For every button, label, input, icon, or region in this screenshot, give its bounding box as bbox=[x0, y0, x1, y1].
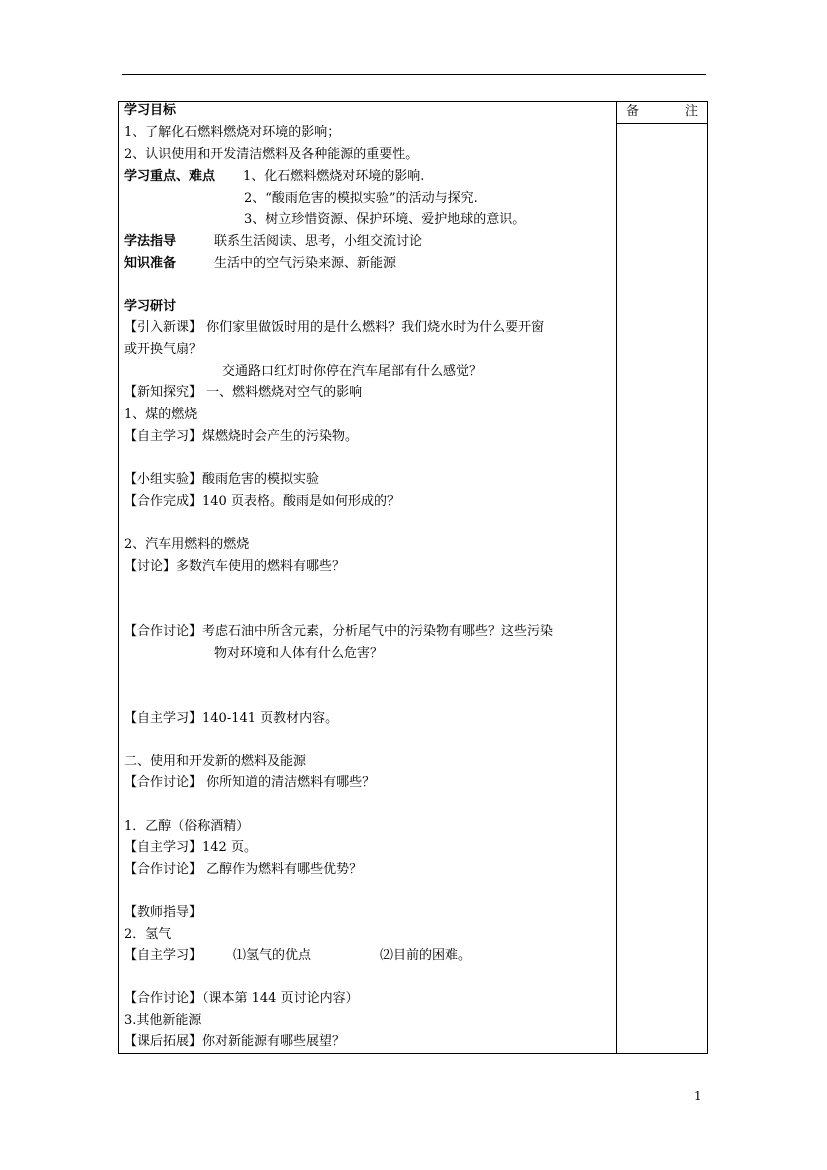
body-line: 【课后拓展】你对新能源有哪些展望？ bbox=[124, 1034, 346, 1049]
section-heading: 学习目标 bbox=[124, 103, 177, 118]
body-line: 【自主学习】142 页。 bbox=[124, 840, 257, 855]
body-line: 2．氢气 bbox=[124, 927, 172, 942]
body-line: 【讨论】多数汽车使用的燃料有哪些？ bbox=[124, 559, 346, 574]
notes-header-rule bbox=[617, 123, 708, 124]
section-heading: 知识准备 bbox=[124, 256, 177, 271]
key-point-line: 2、“酸雨危害的模拟实验”的活动与探究. bbox=[244, 191, 478, 206]
body-line: 【合作讨论】考虑石油中所含元素，分析尾气中的污染物有哪些？这些污染 bbox=[124, 624, 554, 639]
body-line: 【小组实验】酸雨危害的模拟实验 bbox=[124, 472, 320, 487]
body-line: 【新知探究】 一、燃料燃烧对空气的影响 bbox=[124, 385, 363, 400]
section-heading: 学习研讨 bbox=[124, 299, 177, 314]
objective-line: 2、认识使用和开发清洁燃料及各种能源的重要性。 bbox=[124, 147, 419, 162]
body-line: ⑵目前的困难。 bbox=[380, 948, 472, 963]
body-line: 【教师指导】 bbox=[124, 905, 203, 920]
body-line: 【合作讨论】 你所知道的清洁燃料有哪些？ bbox=[124, 775, 376, 790]
key-point-line: 3、树立珍惜资源、保护环境、爱护地球的意识。 bbox=[244, 212, 526, 227]
section-heading: 学法指导 bbox=[124, 234, 177, 249]
body-line: 【合作讨论】 乙醇作为燃料有哪些优势？ bbox=[124, 862, 363, 877]
notes-column-header bbox=[626, 102, 698, 122]
body-line: 或开换气扇？ bbox=[124, 342, 203, 357]
body-line: 1、煤的燃烧 bbox=[124, 407, 198, 422]
body-line: 物对环境和人体有什么危害？ bbox=[214, 646, 384, 661]
body-line: 3.其他新能源 bbox=[124, 1013, 202, 1028]
notes-label-left: 备 bbox=[626, 104, 640, 119]
section-heading: 学习重点、难点 bbox=[124, 169, 216, 184]
body-line: ⑴氢气的优点 bbox=[233, 948, 312, 963]
body-line: 【自主学习】 bbox=[124, 948, 203, 963]
body-line: 【引入新课】 你们家里做饭时用的是什么燃料？我们烧水时为什么要开窗 bbox=[124, 320, 545, 335]
body-line: 【自主学习】140-141 页教材内容。 bbox=[124, 711, 339, 726]
body-line: 【自主学习】煤燃烧时会产生的污染物。 bbox=[124, 429, 359, 444]
page-number: 1 bbox=[694, 1089, 702, 1103]
objective-line: 1、了解化石燃料燃烧对环境的影响； bbox=[124, 125, 341, 140]
notes-label-right: 注 bbox=[684, 104, 698, 119]
body-line: 2、汽车用燃料的燃烧 bbox=[124, 537, 250, 552]
body-line: 交通路口红灯时你停在汽车尾部有什么感觉？ bbox=[222, 364, 483, 379]
header-rule bbox=[122, 74, 706, 75]
body-line: 1．乙醇（俗称酒精） bbox=[124, 819, 250, 834]
preparation-text: 生活中的空气污染来源、新能源 bbox=[214, 256, 397, 271]
body-line: 【合作讨论】（课本第 144 页讨论内容） bbox=[124, 991, 359, 1006]
notes-column-divider bbox=[616, 101, 617, 1054]
body-line: 二、使用和开发新的燃料及能源 bbox=[124, 754, 307, 769]
method-text: 联系生活阅读、思考，小组交流讨论 bbox=[214, 234, 423, 249]
key-point-line: 1、化石燃料燃烧对环境的影响. bbox=[243, 169, 425, 184]
body-line: 【合作完成】140 页表格。酸雨是如何形成的？ bbox=[124, 494, 400, 509]
